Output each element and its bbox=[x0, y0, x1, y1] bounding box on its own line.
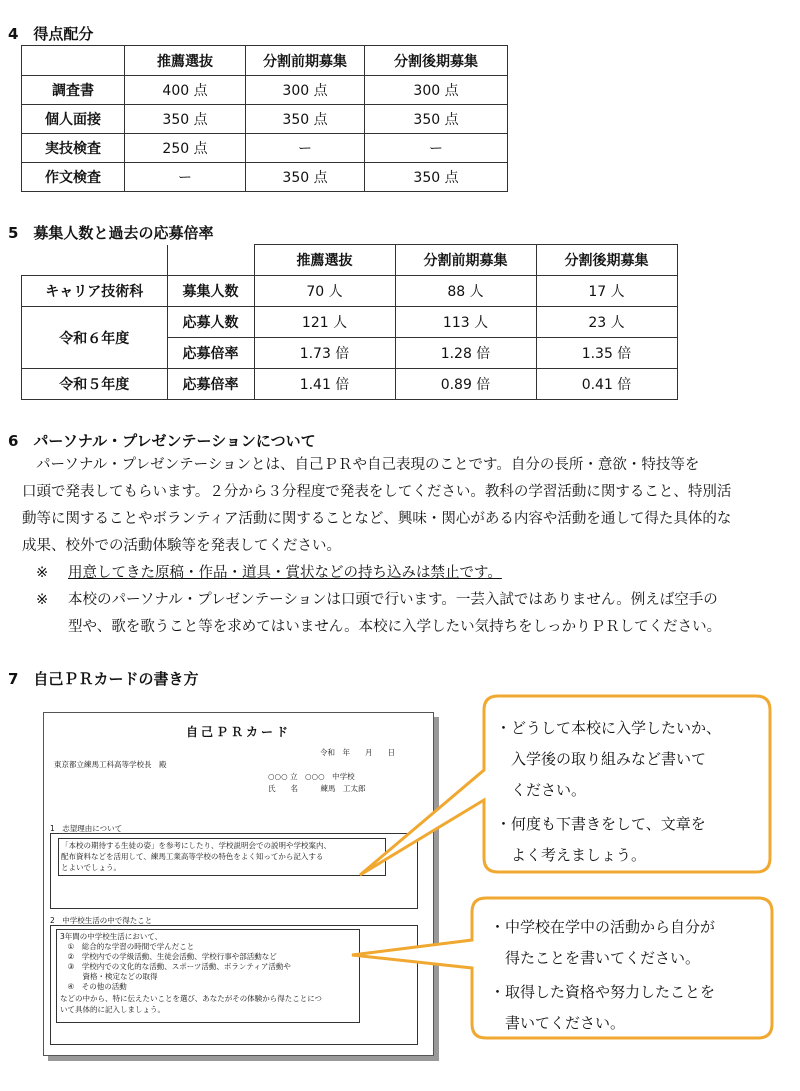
card-sec2-line: などの中から、特に伝えたいことを選び、あなたがその体験から得たことにつ bbox=[60, 994, 323, 1003]
section4-heading: 4 得点配分 bbox=[8, 25, 94, 43]
card-sec2-line: 3年間の中学校生活において、 bbox=[60, 932, 163, 941]
cell: 70 人 bbox=[254, 276, 395, 307]
cell: 350 点 bbox=[125, 105, 246, 134]
callout-2-line: 得たことを書いてください。 bbox=[490, 949, 701, 967]
cell: 1.73 倍 bbox=[254, 338, 395, 369]
cell: 0.41 倍 bbox=[536, 369, 677, 400]
row-label: 応募人数 bbox=[167, 307, 254, 338]
note-mark: ※ bbox=[36, 565, 49, 581]
row-group: 令和６年度 bbox=[22, 307, 168, 369]
card-sec1-line: とよいでしょう。 bbox=[61, 863, 121, 872]
row-group: 令和５年度 bbox=[22, 369, 168, 400]
callout-1-line: ・何度も下書きをして、文章を bbox=[496, 815, 706, 833]
card-sec2-line: ② 学校内での学級活動、生徒会活動、学校行事や部活動など bbox=[60, 952, 277, 961]
row-label: 募集人数 bbox=[167, 276, 254, 307]
note-oral-line-2: 型や、歌を歌うこと等を求めてはいません。本校に入学したい気持ちをしっかりＰＲしてください。 bbox=[68, 619, 722, 635]
s6-line-3: 動等に関することやボランティア活動に関することなど、興味・関心がある内容や活動を通して得た具体的な bbox=[22, 511, 732, 527]
cell: 113 人 bbox=[395, 307, 536, 338]
card-sec1-line: 配布資料などを活用して、練馬工業高等学校の特色をよく知ってから記入する bbox=[61, 852, 324, 861]
col-header: 分割後期募集 bbox=[365, 46, 508, 76]
row-label: 個人面接 bbox=[22, 105, 125, 134]
note-prohibited: 用意してきた原稿・作品・道具・賞状などの持ち込みは禁止です。 bbox=[68, 565, 502, 581]
row-label: 応募倍率 bbox=[167, 338, 254, 369]
card-addressee: 東京都立練馬工科高等学校長 殿 bbox=[54, 760, 167, 769]
callout-2-line: ・取得した資格や努力したことを bbox=[490, 983, 716, 1001]
card-sec2-label: 2 中学校生活の中で得たこと bbox=[50, 916, 153, 925]
callout-1-line: ・どうして本校に入学したいか、 bbox=[496, 719, 722, 737]
card-name: 氏 名 練馬 工太郎 bbox=[268, 784, 366, 793]
card-sec2-line: ③ 学校内での文化的な活動、スポーツ活動、ボランティア活動や bbox=[60, 962, 291, 971]
section7-heading: 7 自己ＰＲカードの書き方 bbox=[8, 670, 199, 688]
cell: 350 点 bbox=[246, 105, 365, 134]
col-header: 分割前期募集 bbox=[246, 46, 365, 76]
card-title: 自己ＰＲカード bbox=[185, 725, 291, 739]
cell: 350 点 bbox=[246, 163, 365, 192]
callout-2-line: ・中学校在学中の活動から自分が bbox=[490, 918, 716, 936]
row-label: 応募倍率 bbox=[167, 369, 254, 400]
row-label: 調査書 bbox=[22, 76, 125, 105]
card-sec2-line: ④ その他の活動 bbox=[60, 982, 127, 991]
card-sec1-label: 1 志望理由について bbox=[50, 824, 123, 833]
callout-1-line: ください。 bbox=[496, 781, 587, 799]
cell: 88 人 bbox=[395, 276, 536, 307]
s6-line-2: 口頭で発表してもらいます。２分から３分程度で発表をしてください。教科の学習活動に関すること、特別活 bbox=[22, 484, 732, 500]
note-mark: ※ bbox=[36, 592, 49, 608]
card-school: ○○○ 立 ○○○ 中学校 bbox=[268, 772, 355, 781]
cell: 23 人 bbox=[536, 307, 677, 338]
cell: ー bbox=[246, 134, 365, 163]
card-sec2-line: いて具体的に記入しましょう。 bbox=[60, 1005, 165, 1014]
callout-2-line: 書いてください。 bbox=[490, 1014, 626, 1032]
cell: 1.35 倍 bbox=[536, 338, 677, 369]
cell: 17 人 bbox=[536, 276, 677, 307]
section6-heading: 6 パーソナル・プレゼンテーションについて bbox=[8, 432, 316, 450]
row-label: 実技検査 bbox=[22, 134, 125, 163]
card-sec2-line: 資格・検定などの取得 bbox=[60, 972, 158, 981]
cell: 350 点 bbox=[365, 105, 508, 134]
cell: 400 点 bbox=[125, 76, 246, 105]
cell: 1.28 倍 bbox=[395, 338, 536, 369]
row-group: キャリア技術科 bbox=[22, 276, 168, 307]
cell: 0.89 倍 bbox=[395, 369, 536, 400]
col-header: 分割後期募集 bbox=[536, 245, 677, 276]
card-sec2-line: ① 総合的な学習の時間で学んだこと bbox=[60, 942, 195, 951]
col-header: 推薦選抜 bbox=[125, 46, 246, 76]
cell: 1.41 倍 bbox=[254, 369, 395, 400]
cell: 300 点 bbox=[246, 76, 365, 105]
card-sec1-line: 「本校の期待する生徒の姿」を参考にしたり、学校説明会での説明や学校案内、 bbox=[61, 841, 331, 850]
callout-1-line: 入学後の取り組みなど書いて bbox=[496, 750, 707, 768]
note-oral-line-1: 本校のパーソナル・プレゼンテーションは口頭で行います。一芸入試ではありません。例えば空手の bbox=[68, 592, 718, 608]
s6-line-1: パーソナル・プレゼンテーションとは、自己ＰＲや自己表現のことです。自分の長所・意欲・特技等を bbox=[36, 457, 700, 473]
callout-1-line: よく考えましょう。 bbox=[496, 846, 647, 864]
section5-heading: 5 募集人数と過去の応募倍率 bbox=[8, 224, 214, 242]
row-label: 作文検査 bbox=[22, 163, 125, 192]
cell: 250 点 bbox=[125, 134, 246, 163]
cell: ー bbox=[125, 163, 246, 192]
s6-line-4: 成果、校外での活動体験等を発表してください。 bbox=[22, 538, 341, 554]
col-header: 推薦選抜 bbox=[254, 245, 395, 276]
cell: 300 点 bbox=[365, 76, 508, 105]
cell: 350 点 bbox=[365, 163, 508, 192]
col-header: 分割前期募集 bbox=[395, 245, 536, 276]
cell: 121 人 bbox=[254, 307, 395, 338]
cell: ー bbox=[365, 134, 508, 163]
card-date: 令和 年 月 日 bbox=[320, 748, 395, 757]
